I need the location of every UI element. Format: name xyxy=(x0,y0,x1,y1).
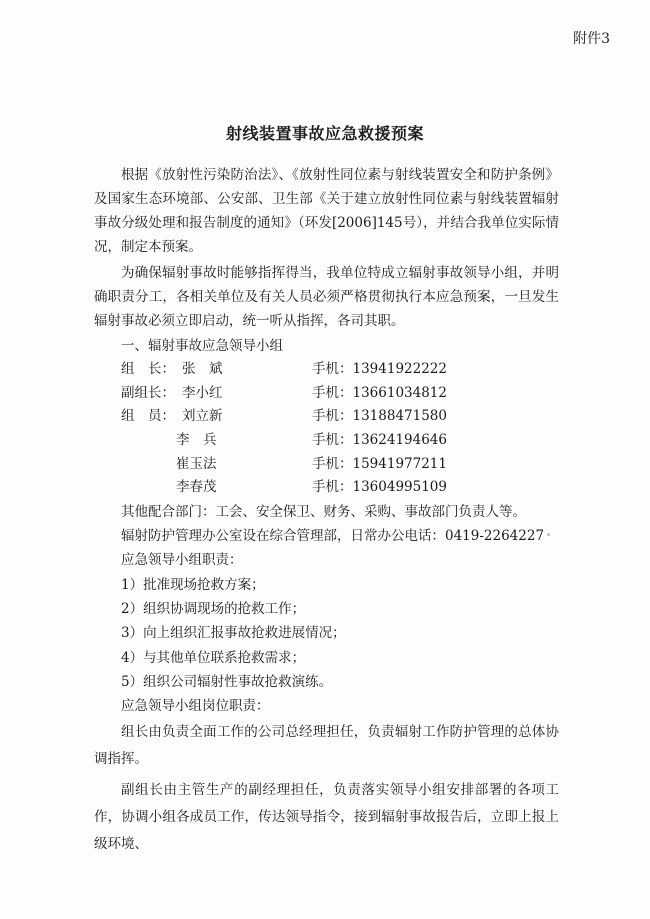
attachment-label: 附件3 xyxy=(573,31,610,47)
duties-heading: 应急领导小组职责： xyxy=(121,552,243,569)
member-phone: 手机：13941922222 xyxy=(312,361,447,378)
member-phone: 手机：13661034812 xyxy=(312,384,447,401)
intro-paragraph-2: 为确保辐射事故时能够指挥得当，我单位特成立辐射事故领导小组，并明确职责分工，各相关单位及有关人员必须严格贯彻执行本应急预案，一旦发生辐射事故必须立即启动，统一听从指挥，各司其职。 xyxy=(94,265,559,329)
member-name: 刘立新 xyxy=(182,408,223,425)
member-phone: 手机：13624194646 xyxy=(312,432,447,449)
member-row xyxy=(94,405,559,429)
list-item: 4）与其他单位联系抢救需求； xyxy=(121,649,306,666)
list-item: 5）组织公司辐射性事故抢救演练。 xyxy=(121,673,333,690)
member-name: 李春茂 xyxy=(176,479,217,496)
member-row xyxy=(94,382,559,406)
member-phone: 手机：15941977211 xyxy=(312,455,447,472)
member-row xyxy=(94,358,559,382)
other-departments: 其他配合部门：工会、安全保卫、财务、采购、事故部门负责人等。 xyxy=(121,503,526,520)
list-item: 3）向上组织汇报事故抢救进展情况； xyxy=(121,625,346,642)
intro-paragraph-1: 根据《放射性污染防治法》、《放射性同位素与射线装置安全和防护条例》及国家生态环境部、公安部、卫生部《关于建立放射性同位素与射线装置辐射事故分级处理和报告制度的通知》（环发[2006]145号），并结合我单位实际情况，制定本预案。 xyxy=(94,167,559,255)
members-list xyxy=(94,358,559,500)
scan-speck xyxy=(547,533,550,536)
list-item: 1）批准现场抢救方案； xyxy=(121,576,265,593)
position-paragraph-2: 副组长由主管生产的副经理担任，负责落实领导小组安排部署的各项工作，协调小组各成员工作，传达领导指令，接到辐射事故报告后，立即上报上级环境、 xyxy=(94,781,559,852)
position-paragraph-1: 组长由负责全面工作的公司总经理担任，负责辐射工作防护管理的总体协调指挥。 xyxy=(94,723,559,767)
member-name: 张 斌 xyxy=(182,361,223,378)
document-body xyxy=(94,163,559,858)
list-item: 2）组织协调现场的抢救工作； xyxy=(121,601,306,618)
member-name: 李小红 xyxy=(182,384,223,401)
member-name: 崔玉法 xyxy=(176,455,217,472)
document-title: 射线装置事故应急救援预案 xyxy=(225,124,424,143)
member-role: 组 员： xyxy=(121,408,175,425)
member-row xyxy=(94,429,559,453)
member-row xyxy=(94,453,559,477)
duties-list xyxy=(94,573,559,694)
positions-heading: 应急领导小组岗位职责： xyxy=(121,698,270,715)
member-row xyxy=(94,476,559,500)
office-line: 辐射防护管理办公室设在综合管理部，日常办公电话：0419-2264227 xyxy=(121,528,545,545)
member-name: 李 兵 xyxy=(176,432,217,449)
member-phone: 手机：13604995109 xyxy=(312,479,447,496)
section-heading: 一、辐射事故应急领导小组 xyxy=(121,338,283,354)
member-role: 组 长： xyxy=(121,361,175,378)
member-phone: 手机：13188471580 xyxy=(312,408,447,425)
member-role: 副组长： xyxy=(121,384,175,401)
